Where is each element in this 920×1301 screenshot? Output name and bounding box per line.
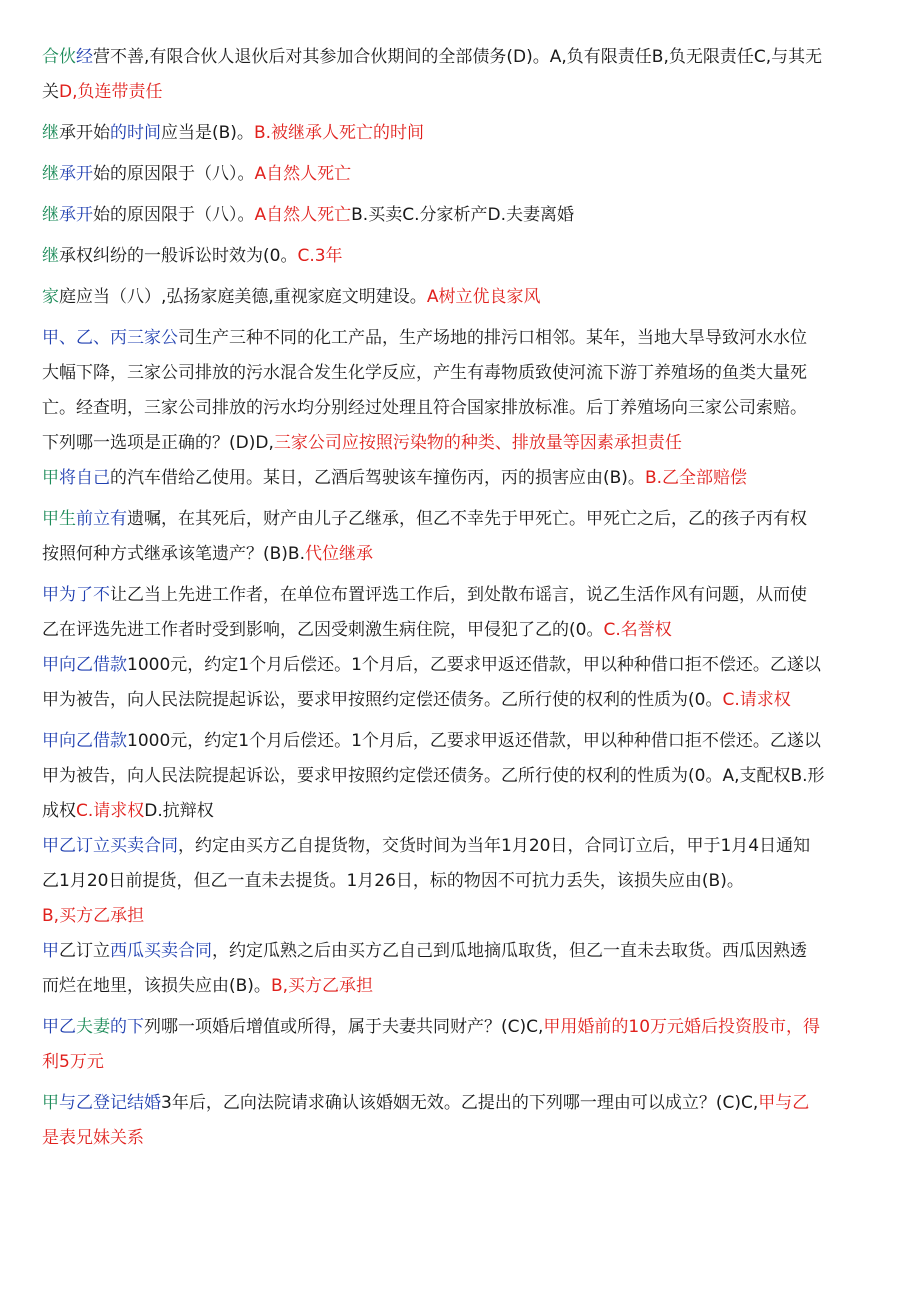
keyword-highlight: 甲向乙借款 (42, 731, 127, 751)
question-item (42, 724, 888, 829)
question-item (42, 1086, 888, 1156)
answer-text: C.名誉权 (603, 620, 672, 640)
question-text: ，约定由买方乙自提货物，交货时间为当年1月20日，合同订立后，甲于1月4日通知 (178, 836, 811, 856)
text-line (42, 794, 888, 829)
text-line (42, 116, 888, 151)
question-text: 1000元，约定1个月后偿还。1个月后，乙要求甲返还借款，甲以种种借口拒不偿还。乙遂以 (127, 731, 821, 751)
keyword-highlight: 经 (76, 47, 93, 67)
text-line (42, 280, 888, 315)
question-item (42, 578, 888, 648)
keyword-highlight: 的下 (110, 1017, 144, 1037)
question-text: 大幅下降，三家公司排放的污水混合发生化学反应，产生有毒物质致使河流下游丁养殖场的鱼类大量死 (42, 363, 807, 383)
question-text: 承开始 (59, 123, 110, 143)
keyword-highlight: 甲向乙借款 (42, 655, 127, 675)
text-line (42, 1010, 888, 1045)
text-line (42, 724, 888, 759)
question-item (42, 934, 888, 1004)
question-text: 下列哪一选项是正确的？(D)D, (42, 433, 274, 453)
text-line (42, 157, 888, 192)
answer-text: 三家公司应按照污染物的种类、排放量等因素承担责任 (273, 433, 682, 453)
answer-text: 代位继承 (305, 544, 373, 564)
keyword-highlight: 合伙 (42, 47, 76, 67)
keyword-highlight: 将自己 (59, 468, 110, 488)
text-line (42, 613, 888, 648)
text-line (42, 461, 888, 496)
text-line (42, 899, 888, 934)
answer-text: B.乙全部赔偿 (644, 468, 748, 488)
question-text: 甲为被告，向人民法院提起诉讼，要求甲按照约定偿还债务。乙所行使的权利的性质为(0。A,支配权B.形 (42, 766, 825, 786)
question-item (42, 321, 888, 461)
text-line (42, 578, 888, 613)
text-line (42, 198, 888, 233)
question-text: ，约定瓜熟之后由买方乙自己到瓜地摘瓜取货，但乙一直未去取货。西瓜因熟透 (212, 941, 807, 961)
answer-text: A树立优良家风 (426, 287, 541, 307)
keyword-highlight: 的时间 (110, 123, 161, 143)
answer-text: C.3年 (297, 246, 343, 266)
question-text: 乙在评选先进工作者时受到影响，乙因受刺激生病住院，甲侵犯了乙的(0。 (42, 620, 604, 640)
question-item (42, 157, 888, 192)
question-item (42, 116, 888, 151)
option-text: B.买卖C.分家析产D.夫妻离婚 (351, 205, 574, 225)
answer-text: C.请求权 (76, 801, 145, 821)
question-text: 遗嘱，在其死后，财产由儿子乙继承，但乙不幸先于甲死亡。甲死亡之后，乙的孩子丙有权 (127, 509, 807, 529)
answer-text: C.请求权 (722, 690, 791, 710)
question-text: 关 (42, 82, 59, 102)
text-line (42, 934, 888, 969)
question-text: 1000元，约定1个月后偿还。1个月后，乙要求甲返还借款，甲以种种借口拒不偿还。乙遂以 (127, 655, 821, 675)
question-text: 而烂在地里，该损失应由(B)。 (42, 976, 271, 996)
answer-text: A自然人死亡 (254, 205, 352, 225)
text-line (42, 426, 888, 461)
question-item (42, 502, 888, 572)
answer-text: A自然人死亡 (254, 164, 352, 184)
question-text: 营不善,有限合伙人退伙后对其参加合伙期间的全部债务(D)。A,负有限责任B,负无限责任C,与其无 (93, 47, 823, 67)
question-item (42, 829, 888, 934)
keyword-highlight: 甲、乙、丙三家公 (42, 328, 178, 348)
question-text: 始的原因限于（八）。 (93, 205, 255, 225)
keyword-highlight: 甲 (42, 468, 59, 488)
question-text: 按照何种方式继承该笔遗产？(B)B. (42, 544, 305, 564)
text-line (42, 75, 888, 110)
question-text: 的汽车借给乙使用。某日，乙酒后驾驶该车撞伤丙，丙的损害应由(B)。 (110, 468, 645, 488)
keyword-highlight: 继 (42, 246, 59, 266)
answer-text: D,负连带责任 (59, 82, 163, 102)
text-line (42, 537, 888, 572)
keyword-highlight: 甲乙 (42, 1017, 76, 1037)
keyword-highlight: 承开 (59, 205, 93, 225)
text-line (42, 1045, 888, 1080)
question-item (42, 280, 888, 315)
question-text: 亡。经查明，三家公司排放的污水均分别经过处理且符合国家排放标准。后丁养殖场向三家公司索赔。 (42, 398, 807, 418)
question-text: 司生产三种不同的化工产品，生产场地的排污口相邻。某年，当地大旱导致河水水位 (178, 328, 807, 348)
question-item (42, 198, 888, 233)
question-item (42, 239, 888, 274)
keyword-highlight: 西瓜买卖合同 (110, 941, 212, 961)
question-text: 3年后，乙向法院请求确认该婚姻无效。乙提出的下列哪一理由可以成立？(C)C, (161, 1093, 759, 1113)
keyword-highlight: 甲为了不 (42, 585, 110, 605)
keyword-highlight: 前立 (76, 509, 110, 529)
text-line (42, 648, 888, 683)
text-line (42, 829, 888, 864)
answer-text: 甲用婚前的10万元婚后投资股市，得 (543, 1017, 821, 1037)
text-line (42, 502, 888, 537)
answer-text: 是表兄妹关系 (42, 1128, 144, 1148)
keyword-highlight: 继 (42, 164, 59, 184)
keyword-highlight: 甲生 (42, 509, 76, 529)
keyword-highlight: 夫妻 (76, 1017, 110, 1037)
question-item (42, 40, 888, 110)
question-item (42, 461, 888, 496)
keyword-highlight: 甲 (42, 941, 59, 961)
answer-text: B,买方乙承担 (42, 906, 145, 926)
answer-text: 甲与乙 (758, 1093, 810, 1113)
text-line (42, 683, 888, 718)
text-line (42, 356, 888, 391)
option-text: 成权 (42, 801, 76, 821)
answer-text: B,买方乙承担 (270, 976, 374, 996)
option-text: D.抗辩权 (144, 801, 214, 821)
text-line (42, 759, 888, 794)
keyword-highlight: 承开 (59, 164, 93, 184)
question-text: 乙1月20日前提货，但乙一直未去提货。1月26日，标的物因不可抗力丢失，该损失应由(B)。 (42, 871, 744, 891)
answer-text: 利5万元 (42, 1052, 104, 1072)
text-line (42, 40, 888, 75)
question-text: 承权纠纷的一般诉讼时效为(0。 (59, 246, 298, 266)
question-text: 庭应当（八）,弘扬家庭美德,重视家庭文明建设。 (59, 287, 427, 307)
question-text: 乙订立 (59, 941, 110, 961)
text-line (42, 391, 888, 426)
keyword-highlight: 继 (42, 205, 59, 225)
question-text: 始的原因限于（八）。 (93, 164, 255, 184)
text-line (42, 239, 888, 274)
text-line (42, 864, 888, 899)
keyword-highlight: 甲乙订立买卖合同 (42, 836, 178, 856)
keyword-highlight: 有 (110, 509, 127, 529)
keyword-highlight: 甲 (42, 1093, 59, 1113)
document-page (42, 40, 888, 1156)
keyword-highlight: 家 (42, 287, 59, 307)
text-line (42, 1121, 888, 1156)
question-text: 让乙当上先进工作者，在单位布置评选工作后，到处散布谣言，说乙生活作风有问题，从而使 (110, 585, 807, 605)
text-line (42, 321, 888, 356)
question-text: 甲为被告，向人民法院提起诉讼，要求甲按照约定偿还债务。乙所行使的权利的性质为(0。 (42, 690, 723, 710)
text-line (42, 969, 888, 1004)
keyword-highlight: 继 (42, 123, 59, 143)
keyword-highlight: 与乙登记结婚 (59, 1093, 161, 1113)
text-line (42, 1086, 888, 1121)
question-item (42, 648, 888, 718)
question-text: 列哪一项婚后增值或所得，属于夫妻共同财产？(C)C, (144, 1017, 544, 1037)
question-text: 应当是(B)。 (161, 123, 254, 143)
question-item (42, 1010, 888, 1080)
answer-text: B.被继承人死亡的时间 (253, 123, 425, 143)
